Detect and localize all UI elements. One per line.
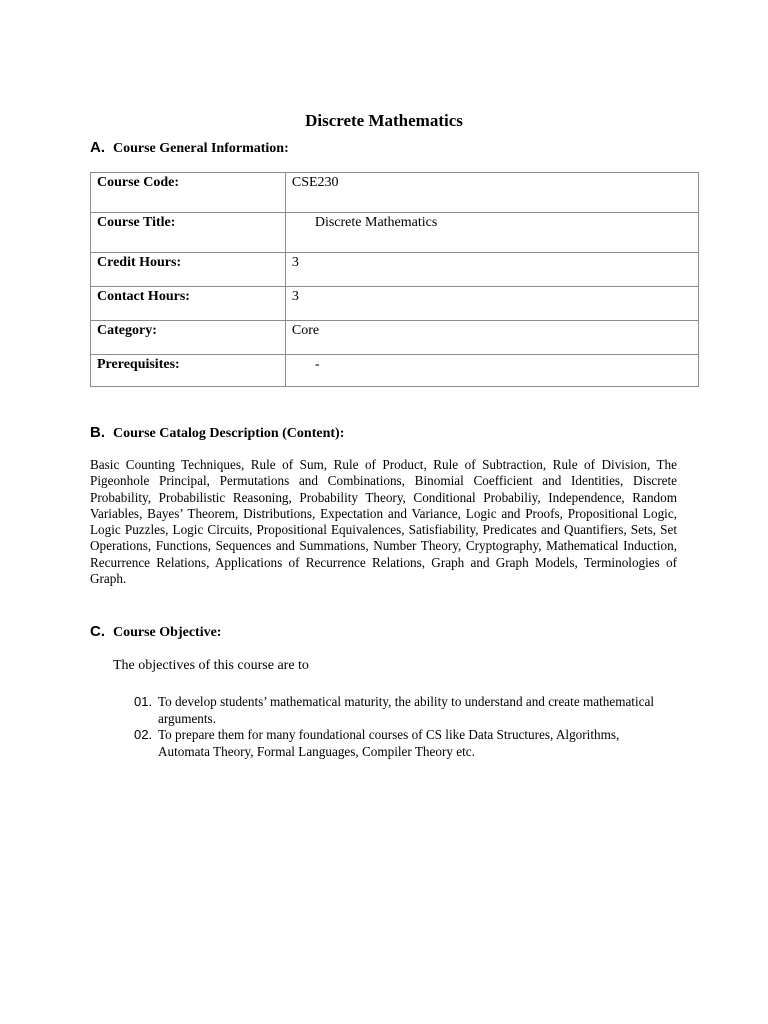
list-item: [134, 694, 654, 727]
table-row-category: [91, 321, 699, 355]
category-value: Core: [285, 321, 698, 355]
section-c-letter: C.: [90, 623, 105, 640]
prerequisites-value: -: [285, 355, 698, 387]
document-title: Discrete Mathematics: [305, 111, 463, 130]
contact-hours-value: 3: [285, 287, 698, 321]
catalog-description: Basic Counting Techniques, Rule of Sum, Rule of Product, Rule of Subtraction, Rule of Division, The Pigeonhole Principal, Permutations and Combinations, Binomial Coefficient and Identities, Discrete Probability, Probabilistic Reasoning, Probability Theory, Conditional Probabiliy, Independence, Random Variables, Bayes’ Theorem, Distributions, Expectation and Variance, Logic and Proofs, Propositional Logic, Logic Puzzles, Logic Circuits, Propositional Equivalences, Satisfiability, Predicates and Quantifiers, Sets, Set Operations, Functions, Sequences and Summations, Number Theory, Cryptography, Mathematical Induction, Recurrence Relations, Applications of Recurrence Relations, Graph and Graph Models, Terminologies of Graph.: [90, 457, 677, 587]
table-row-course-title: [91, 213, 699, 253]
table-row-course-code: [91, 173, 699, 213]
contact-hours-label: Contact Hours:: [91, 287, 286, 321]
section-b-heading-text: Course Catalog Description (Content):: [113, 426, 345, 441]
list-item: [134, 727, 654, 760]
section-a-heading-text: Course General Information:: [113, 141, 289, 156]
objective-text: To develop students’ mathematical maturity, the ability to understand and create mathematical arguments.: [158, 694, 654, 726]
section-b-letter: B.: [90, 424, 105, 441]
category-label: Category:: [91, 321, 286, 355]
course-title-label: Course Title:: [91, 213, 286, 253]
table-row-prerequisites: [91, 355, 699, 387]
credit-hours-value: 3: [285, 253, 698, 287]
prerequisites-label: Prerequisites:: [91, 355, 286, 387]
course-code-label: Course Code:: [91, 173, 286, 213]
objective-list: [134, 694, 654, 760]
objective-number: 01.: [134, 694, 153, 709]
objective-intro: The objectives of this course are to: [113, 658, 309, 673]
table-row-credit-hours: [91, 253, 699, 287]
objective-number: 02.: [134, 727, 153, 742]
section-c-heading-text: Course Objective:: [113, 625, 222, 640]
section-c-heading: [90, 623, 221, 641]
credit-hours-label: Credit Hours:: [91, 253, 286, 287]
section-a-heading: [90, 139, 289, 157]
course-info-table: [90, 172, 699, 387]
course-code-value: CSE230: [285, 173, 698, 213]
table-row-contact-hours: [91, 287, 699, 321]
section-a-letter: A.: [90, 139, 105, 156]
section-b-heading: [90, 424, 344, 442]
course-title-value: Discrete Mathematics: [285, 213, 698, 253]
objective-text: To prepare them for many foundational courses of CS like Data Structures, Algorithms, Automata Theory, Formal Languages, Compiler Theory etc.: [158, 727, 620, 759]
